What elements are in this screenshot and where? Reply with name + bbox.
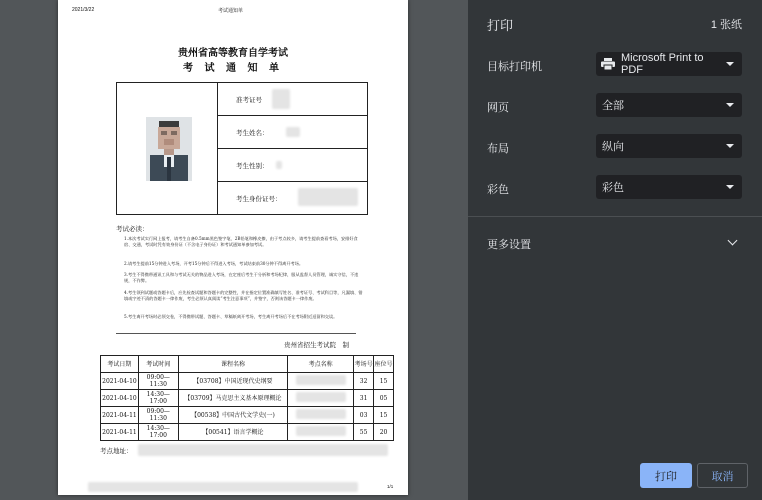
- print-button[interactable]: 打印: [640, 463, 692, 488]
- seat-number: 15: [374, 407, 394, 424]
- exam-time: 14:30—17:00: [138, 390, 178, 407]
- destination-label: 目标打印机: [487, 61, 542, 73]
- venue-address-label: 考点地址：: [100, 447, 133, 455]
- redacted-value: [298, 188, 358, 206]
- cancel-button[interactable]: 取消: [697, 463, 748, 488]
- exam-time: 09:00—11:30: [138, 373, 178, 390]
- destination-value: Microsoft Print to PDF: [621, 52, 704, 76]
- table-row: [101, 390, 394, 407]
- info-row: [218, 149, 367, 182]
- course-name: 【03708】中国近现代史纲要: [178, 373, 288, 390]
- notice-item: 4.考生领到试题或答题卡后，应先检查试题和答题卡的完整性，并在指定位置准确填写姓名、准考证号、考试科目等，凡漏填、错填或字迹不清的答题卡一律作废，考生必须认真阅读“考生注意事项”，并签字，否则该答题卡一律作废。: [124, 290, 363, 301]
- column-header: 考试时间: [138, 356, 178, 373]
- color-select[interactable]: [596, 175, 742, 199]
- preview-page: [58, 0, 408, 495]
- venue-name: [288, 373, 354, 390]
- dropdown-arrow-icon: [726, 144, 734, 148]
- divider-line: [116, 333, 356, 334]
- redacted-footer: [88, 482, 358, 492]
- table-header-row: [101, 356, 394, 373]
- seat-number: 20: [374, 424, 394, 441]
- printer-icon: [601, 58, 615, 70]
- pages-select[interactable]: [596, 93, 742, 117]
- exam-time: 09:00—11:30: [138, 407, 178, 424]
- page-header-title: 考试通知单: [218, 8, 244, 14]
- preview-scrollbar[interactable]: [420, 0, 434, 500]
- document-subtitle: 考 试 通 知 单: [183, 63, 283, 74]
- seat-number: 05: [374, 390, 394, 407]
- notice-item: 3.考生不得携带通讯工具和与考试无关的物品进入考场，在定座后考生于分析和考场纪律，服从监督人员管理，诚实守信，不违规，不作弊。: [124, 272, 359, 283]
- column-header: 座位号: [374, 356, 394, 373]
- info-row: [218, 83, 367, 116]
- room-number: 03: [354, 407, 374, 424]
- document-title: 贵州省高等教育自学考试: [178, 48, 288, 59]
- exam-date: 2021-04-11: [101, 407, 139, 424]
- panel-title: 打印: [487, 18, 514, 33]
- exam-schedule-table: [100, 355, 394, 441]
- id-number-label: 考生身份证号：: [236, 195, 282, 203]
- venue-name: [288, 424, 354, 441]
- pages-value: 全部: [602, 100, 624, 112]
- candidate-photo: [146, 117, 192, 181]
- redacted-value: [276, 161, 282, 169]
- notice-item: 5.考生离开考场时必须交卷，不得携带试题、答题卡、草稿纸离开考场，考生离开考场后不在考场附近逗留和交谈。: [124, 314, 338, 319]
- table-row: [101, 373, 394, 390]
- page-number: 1/1: [387, 484, 394, 489]
- dropdown-arrow-icon: [726, 103, 734, 107]
- candidate-info-table: [218, 82, 368, 215]
- layout-label: 布局: [487, 143, 509, 155]
- color-value: 彩色: [602, 182, 624, 194]
- print-settings-panel: [468, 0, 762, 500]
- more-settings-toggle[interactable]: 更多设置: [487, 239, 531, 251]
- course-name: 【00541】语言学概论: [178, 424, 288, 441]
- room-number: 31: [354, 390, 374, 407]
- admission-number-label: 准考证号: [236, 96, 262, 104]
- color-label: 彩色: [487, 184, 509, 196]
- dropdown-arrow-icon: [726, 62, 734, 66]
- redacted-value: [286, 127, 300, 137]
- layout-value: 纵向: [602, 141, 624, 153]
- seat-number: 15: [374, 373, 394, 390]
- venue-name: [288, 407, 354, 424]
- room-number: 55: [354, 424, 374, 441]
- redacted-address: [138, 444, 388, 456]
- notice-heading: 考试必读：: [116, 225, 149, 233]
- exam-date: 2021-04-10: [101, 390, 139, 407]
- destination-select[interactable]: [596, 52, 742, 76]
- notice-item: 1.本次考试实行网上报考，请考生自备0.5mm黑色签字笔、2B铅笔和橡皮擦，由于考点较多，请考生提前查看考场，安排好食宿、交通，考试时凭有效身份证（不含电子身份证）和考试通知单参加考试。: [124, 236, 358, 247]
- venue-name: [288, 390, 354, 407]
- panel-divider: [468, 216, 762, 217]
- table-row: [101, 424, 394, 441]
- table-row: [101, 407, 394, 424]
- notice-item: 2.请考生提前15分钟进入考场，开考15分钟后不得进入考场，考试结束前30分钟不得离开考场。: [124, 261, 304, 266]
- pages-label: 网页: [487, 102, 509, 114]
- column-header: 考场号: [354, 356, 374, 373]
- exam-date: 2021-04-11: [101, 424, 139, 441]
- redacted-value: [272, 89, 290, 109]
- exam-date: 2021-04-10: [101, 373, 139, 390]
- chevron-down-icon[interactable]: [728, 236, 738, 246]
- course-name: 【03709】马克思主义基本原理概论: [178, 390, 288, 407]
- info-row: [218, 116, 367, 149]
- dropdown-arrow-icon: [726, 185, 734, 189]
- name-label: 考生姓名：: [236, 129, 269, 137]
- info-row: [218, 182, 367, 215]
- column-header: 课程名称: [178, 356, 288, 373]
- course-name: 【00538】中国古代文学史(一): [178, 407, 288, 424]
- exam-time: 14:30—17:00: [138, 424, 178, 441]
- gender-label: 考生性别：: [236, 162, 269, 170]
- column-header: 考点名称: [288, 356, 354, 373]
- room-number: 32: [354, 373, 374, 390]
- column-header: 考试日期: [101, 356, 139, 373]
- layout-select[interactable]: [596, 134, 742, 158]
- page-header-date: 2021/3/22: [72, 7, 95, 13]
- sheet-count: 1 张纸: [710, 19, 742, 31]
- issuer-text: 贵州省招生考试院 制: [284, 341, 349, 349]
